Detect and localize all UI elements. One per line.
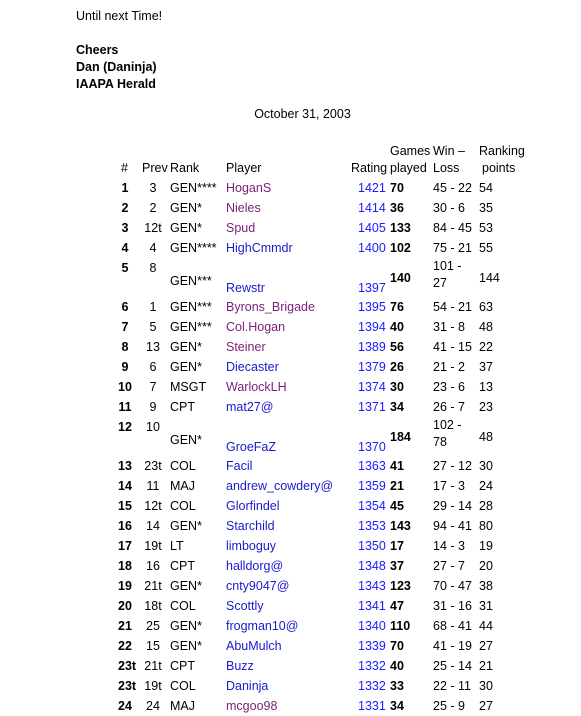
table-row (0, 218, 581, 238)
rating-value: 1348 (358, 559, 386, 573)
signoff-cheers: Cheers (76, 43, 119, 57)
table-row (0, 676, 581, 696)
ranking-points: 19 (479, 539, 493, 553)
rating-value: 1397 (358, 281, 386, 295)
ranking-points: 21 (479, 659, 493, 673)
ranking-points: 63 (479, 300, 493, 314)
ranking-points: 55 (479, 241, 493, 255)
previous-position: 16 (146, 559, 160, 573)
table-row (0, 337, 581, 357)
table-row (0, 297, 581, 317)
table-row (0, 178, 581, 198)
ranking-points: 22 (479, 340, 493, 354)
ranking-points: 27 (479, 639, 493, 653)
games-played: 47 (390, 599, 404, 613)
table-row (0, 397, 581, 417)
player-name: Scottly (226, 599, 264, 613)
win-loss: 102 - 78 (433, 418, 462, 449)
row-number: 23t (118, 659, 137, 673)
rating-value: 1363 (358, 459, 386, 473)
player-name: halldorg@ (226, 559, 284, 573)
rating-value: 1354 (358, 499, 386, 513)
win-loss: 17 - 3 (433, 479, 465, 493)
games-played: 40 (390, 320, 404, 334)
rating-value: 1343 (358, 579, 386, 593)
rating-value: 1350 (358, 539, 386, 553)
previous-position: 12t (144, 499, 162, 513)
previous-position: 8 (149, 261, 157, 275)
rank-grade: GEN* (170, 360, 202, 374)
row-number: 12 (118, 420, 132, 434)
previous-position: 1 (149, 300, 157, 314)
games-played: 37 (390, 559, 404, 573)
games-played: 21 (390, 479, 404, 493)
row-number: 22 (118, 639, 132, 653)
games-played: 110 (390, 619, 411, 633)
games-played: 140 (390, 271, 411, 285)
games-played: 102 (390, 241, 411, 255)
rank-grade: MSGT (170, 380, 207, 394)
player-name: Byrons_Brigade (226, 300, 315, 314)
rank-grade: GEN**** (170, 241, 217, 255)
player-name: Steiner (226, 340, 266, 354)
games-played: 41 (390, 459, 404, 473)
spacer (76, 25, 162, 42)
table-row (0, 357, 581, 377)
player-name: Starchild (226, 519, 275, 533)
rating-value: 1374 (358, 380, 386, 394)
ranking-points: 37 (479, 360, 493, 374)
header-win: Win – (433, 144, 465, 158)
rating-value: 1394 (358, 320, 386, 334)
player-name: HoganS (226, 181, 272, 195)
previous-position: 2 (149, 201, 157, 215)
rank-grade: GEN* (170, 433, 202, 447)
rank-grade: GEN*** (170, 300, 212, 314)
previous-position: 19t (144, 539, 162, 553)
previous-position: 23t (144, 459, 162, 473)
table-row (0, 656, 581, 676)
games-played: 45 (390, 499, 404, 513)
row-number: 16 (118, 519, 132, 533)
player-name: Glorfindel (226, 499, 280, 513)
header-points: points (482, 161, 516, 175)
row-number: 23t (118, 679, 137, 693)
games-played: 33 (390, 679, 404, 693)
rating-value: 1341 (358, 599, 386, 613)
previous-position: 18t (144, 599, 162, 613)
win-loss: 70 - 47 (433, 579, 472, 593)
row-number: 10 (118, 380, 132, 394)
win-loss: 25 - 14 (433, 659, 472, 673)
rating-value: 1340 (358, 619, 386, 633)
row-number: 4 (121, 241, 129, 255)
ranking-points: 53 (479, 221, 493, 235)
rank-grade: MAJ (170, 479, 195, 493)
ranking-points: 44 (479, 619, 493, 633)
signoff (76, 8, 162, 93)
previous-position: 3 (149, 181, 157, 195)
previous-position: 5 (149, 320, 157, 334)
previous-position: 14 (146, 519, 160, 533)
row-number: 2 (121, 201, 129, 215)
player-name: Rewstr (226, 281, 265, 295)
rank-grade: GEN*** (170, 274, 212, 288)
games-played: 40 (390, 659, 404, 673)
table-row (0, 516, 581, 536)
games-played: 133 (390, 221, 411, 235)
rank-grade: GEN* (170, 639, 202, 653)
games-played: 56 (390, 340, 404, 354)
row-number: 19 (118, 579, 132, 593)
header-ranking: Ranking (479, 144, 525, 158)
games-played: 184 (390, 430, 411, 444)
rating-value: 1389 (358, 340, 386, 354)
row-number: 20 (118, 599, 132, 613)
rating-value: 1339 (358, 639, 386, 653)
ranking-points: 27 (479, 699, 493, 713)
rating-value: 1370 (358, 440, 386, 454)
win-loss: 101 - 27 (433, 259, 462, 290)
previous-position: 24 (146, 699, 160, 713)
row-number: 3 (121, 221, 129, 235)
player-name: mat27@ (226, 400, 274, 414)
win-loss: 23 - 6 (433, 380, 465, 394)
row-number: 18 (118, 559, 132, 573)
header-rank: Rank (170, 161, 200, 175)
row-number: 11 (118, 400, 132, 414)
ranking-points: 144 (479, 271, 500, 285)
win-loss: 26 - 7 (433, 400, 465, 414)
player-name: HighCmmdr (226, 241, 293, 255)
table-row (0, 476, 581, 496)
player-name: GroeFaZ (226, 440, 277, 454)
player-name: andrew_cowdery@ (226, 479, 334, 493)
games-played: 34 (390, 699, 404, 713)
header-played: played (390, 161, 427, 175)
ranking-points: 23 (479, 400, 493, 414)
win-loss: 31 - 8 (433, 320, 465, 334)
table-row (0, 576, 581, 596)
win-loss: 30 - 6 (433, 201, 465, 215)
player-name: frogman10@ (226, 619, 299, 633)
previous-position: 10 (146, 420, 160, 434)
previous-position: 6 (149, 360, 157, 374)
player-name: Daninja (226, 679, 269, 693)
table-row (0, 238, 581, 258)
win-loss: 27 - 7 (433, 559, 465, 573)
previous-position: 7 (149, 380, 157, 394)
win-loss: 54 - 21 (433, 300, 472, 314)
win-loss: 41 - 15 (433, 340, 472, 354)
player-name: cnty9047@ (226, 579, 290, 593)
player-name: WarlockLH (226, 380, 287, 394)
rank-grade: GEN* (170, 221, 202, 235)
rank-grade: GEN* (170, 579, 202, 593)
rank-grade: GEN* (170, 340, 202, 354)
signoff-title: IAAPA Herald (76, 77, 156, 91)
rank-grade: GEN**** (170, 181, 217, 195)
previous-position: 12t (144, 221, 162, 235)
games-played: 17 (390, 539, 404, 553)
win-loss: 68 - 41 (433, 619, 472, 633)
rank-grade: COL (170, 599, 196, 613)
table-row (0, 596, 581, 616)
table-row (0, 317, 581, 337)
table-row (0, 258, 581, 298)
games-played: 143 (390, 519, 411, 533)
games-played: 26 (390, 360, 404, 374)
table-row (0, 456, 581, 476)
rating-value: 1332 (358, 679, 386, 693)
header-prev: Prev (142, 161, 168, 175)
ranking-points: 38 (479, 579, 493, 593)
rank-grade: CPT (170, 659, 195, 673)
games-played: 34 (390, 400, 404, 414)
row-number: 15 (118, 499, 132, 513)
player-name: Facil (226, 459, 253, 473)
win-loss: 94 - 41 (433, 519, 472, 533)
rating-value: 1405 (358, 221, 386, 235)
player-name: AbuMulch (226, 639, 282, 653)
player-name: mcgoo98 (226, 699, 278, 713)
ranking-points: 54 (479, 181, 493, 195)
row-number: 14 (118, 479, 132, 493)
win-loss: 84 - 45 (433, 221, 472, 235)
header-player: Player (226, 161, 262, 175)
rating-value: 1414 (358, 201, 386, 215)
rating-value: 1379 (358, 360, 386, 374)
row-number: 1 (121, 181, 129, 195)
games-played: 123 (390, 579, 411, 593)
rating-value: 1395 (358, 300, 386, 314)
win-loss: 75 - 21 (433, 241, 472, 255)
ranking-points: 80 (479, 519, 493, 533)
games-played: 70 (390, 181, 404, 195)
ranking-points: 24 (479, 479, 493, 493)
previous-position: 11 (146, 479, 160, 493)
win-loss: 25 - 9 (433, 699, 465, 713)
ranking-points: 48 (479, 430, 493, 444)
ranking-points: 28 (479, 499, 493, 513)
ranking-points: 30 (479, 459, 493, 473)
previous-position: 19t (144, 679, 162, 693)
ranking-points: 31 (479, 599, 493, 613)
rank-grade: GEN* (170, 519, 202, 533)
player-name: limboguy (226, 539, 277, 553)
previous-position: 4 (149, 241, 157, 255)
rating-value: 1332 (358, 659, 386, 673)
rank-grade: GEN*** (170, 320, 212, 334)
row-number: 17 (118, 539, 132, 553)
row-number: 5 (121, 261, 129, 275)
ranking-points: 30 (479, 679, 493, 693)
player-name: Spud (226, 221, 256, 235)
table-row (0, 536, 581, 556)
ranking-points: 48 (479, 320, 493, 334)
rank-grade: CPT (170, 400, 195, 414)
table-row (0, 496, 581, 516)
games-played: 76 (390, 300, 404, 314)
rank-grade: GEN* (170, 201, 202, 215)
ranking-points: 35 (479, 201, 493, 215)
rating-value: 1359 (358, 479, 386, 493)
row-number: 21 (118, 619, 132, 633)
win-loss: 21 - 2 (433, 360, 465, 374)
player-name: Col.Hogan (226, 320, 286, 334)
row-number: 9 (121, 360, 129, 374)
table-row (0, 556, 581, 576)
previous-position: 21t (144, 579, 162, 593)
report-date: October 31, 2003 (254, 107, 351, 121)
rank-grade: COL (170, 679, 196, 693)
win-loss: 31 - 16 (433, 599, 472, 613)
win-loss: 22 - 11 (433, 679, 471, 693)
player-name: Buzz (226, 659, 254, 673)
row-number: 7 (121, 320, 129, 334)
ranking-points: 20 (479, 559, 493, 573)
rating-value: 1353 (358, 519, 386, 533)
table-row (0, 636, 581, 656)
win-loss: 41 - 19 (433, 639, 472, 653)
rank-grade: MAJ (170, 699, 195, 713)
signoff-line: Until next Time! (76, 9, 163, 23)
player-name: Nieles (226, 201, 261, 215)
header-games: Games (390, 144, 431, 158)
row-number: 13 (118, 459, 132, 473)
previous-position: 15 (146, 639, 160, 653)
table-row (0, 198, 581, 218)
table-row (0, 377, 581, 397)
games-played: 70 (390, 639, 404, 653)
header-num: # (121, 161, 128, 175)
ranking-points: 13 (479, 380, 493, 394)
rank-grade: CPT (170, 559, 195, 573)
games-played: 30 (390, 380, 404, 394)
previous-position: 25 (146, 619, 160, 633)
previous-position: 13 (146, 340, 160, 354)
table-row (0, 417, 581, 457)
player-name: Diecaster (226, 360, 279, 374)
signoff-author: Dan (Daninja) (76, 60, 157, 74)
rating-value: 1421 (358, 181, 386, 195)
win-loss: 29 - 14 (433, 499, 472, 513)
table-row (0, 696, 581, 716)
table-row (0, 616, 581, 636)
header-rating: Rating (351, 161, 388, 175)
row-number: 8 (121, 340, 129, 354)
header-loss: Loss (433, 161, 460, 175)
rank-grade: COL (170, 499, 196, 513)
win-loss: 14 - 3 (433, 539, 465, 553)
row-number: 24 (118, 699, 132, 713)
win-loss: 27 - 12 (433, 459, 472, 473)
previous-position: 21t (144, 659, 162, 673)
rating-value: 1371 (358, 400, 386, 414)
rating-value: 1331 (358, 699, 386, 713)
win-loss: 45 - 22 (433, 181, 472, 195)
rank-grade: GEN* (170, 619, 202, 633)
rank-grade: LT (170, 539, 184, 553)
rating-value: 1400 (358, 241, 386, 255)
row-number: 6 (121, 300, 129, 314)
games-played: 36 (390, 201, 404, 215)
rank-grade: COL (170, 459, 196, 473)
previous-position: 9 (149, 400, 157, 414)
